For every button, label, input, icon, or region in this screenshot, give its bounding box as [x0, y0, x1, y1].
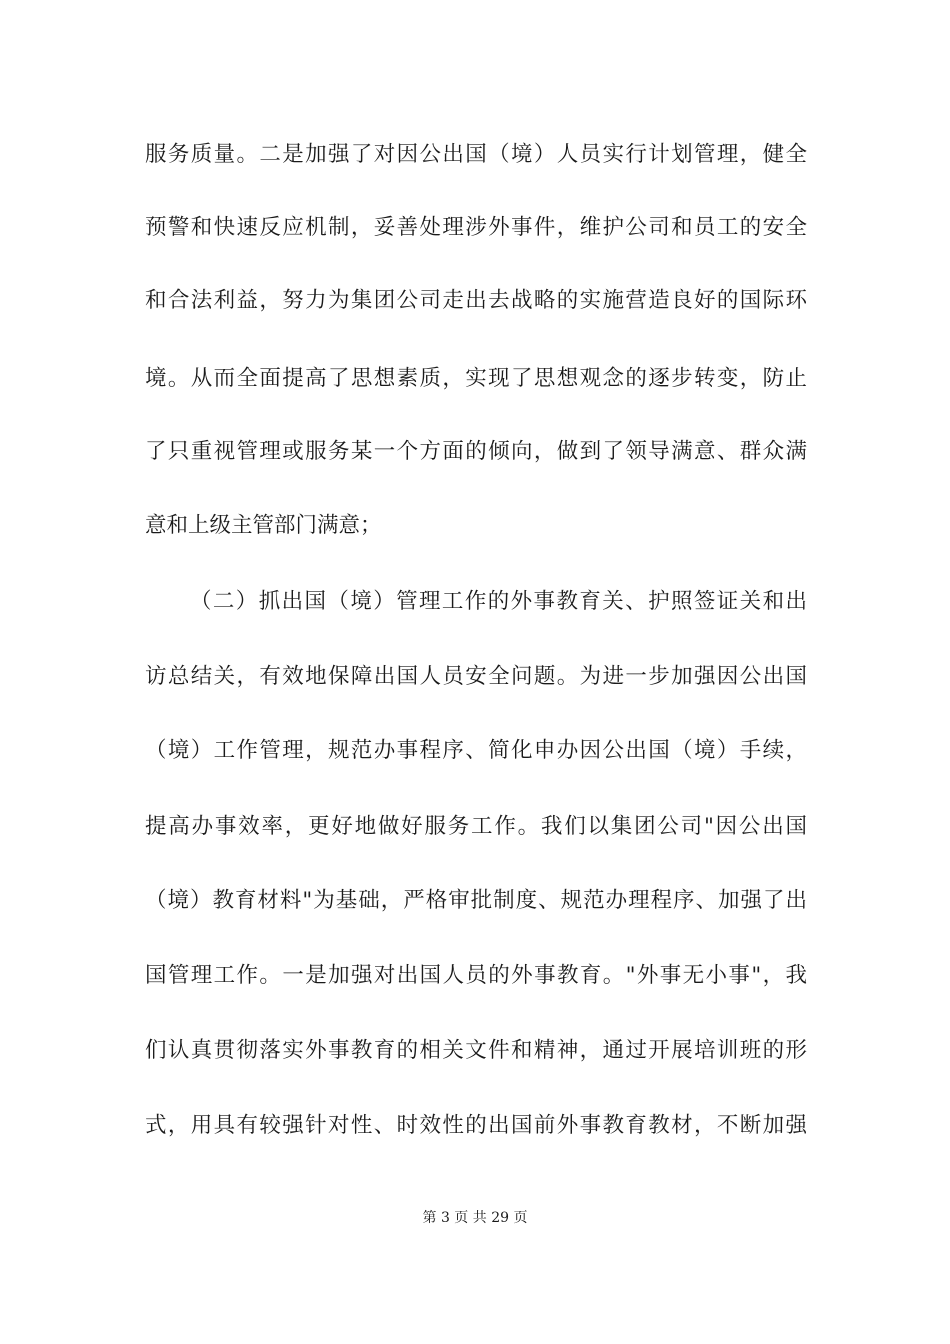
- text-line-9: （境）工作管理，规范办事程序、简化申办因公出国（境）手续，: [145, 738, 807, 763]
- text-line-10: 提高办事效率，更好地做好服务工作。我们以集团公司"因公出国: [145, 814, 807, 839]
- text-line-12: 国管理工作。一是加强对出国人员的外事教育。"外事无小事"，我: [145, 963, 807, 988]
- text-line-2: 预警和快速反应机制，妥善处理涉外事件，维护公司和员工的安全: [145, 215, 807, 240]
- text-line-11: （境）教育材料"为基础，严格审批制度、规范办理程序、加强了出: [145, 888, 807, 913]
- text-line-13: 们认真贯彻落实外事教育的相关文件和精神，通过开展培训班的形: [145, 1038, 807, 1063]
- text-line-8: 访总结关，有效地保障出国人员安全问题。为进一步加强因公出国: [145, 664, 807, 689]
- page-number: 第 3 页 共 29 页: [422, 1210, 528, 1226]
- text-line-4: 境。从而全面提高了思想素质，实现了思想观念的逐步转变，防止: [145, 366, 807, 391]
- text-line-5: 了只重视管理或服务某一个方面的倾向，做到了领导满意、群众满: [145, 439, 807, 464]
- text-line-1: 服务质量。二是加强了对因公出国（境）人员实行计划管理，健全: [145, 142, 807, 167]
- text-line-7-paragraph-start: （二）抓出国（境）管理工作的外事教育关、护照签证关和出: [190, 589, 807, 614]
- text-line-3: 和合法利益，努力为集团公司走出去战略的实施营造良好的国际环: [145, 288, 807, 313]
- text-line-6: 意和上级主管部门满意；: [145, 513, 382, 538]
- text-line-14: 式，用具有较强针对性、时效性的出国前外事教育教材，不断加强: [145, 1113, 807, 1138]
